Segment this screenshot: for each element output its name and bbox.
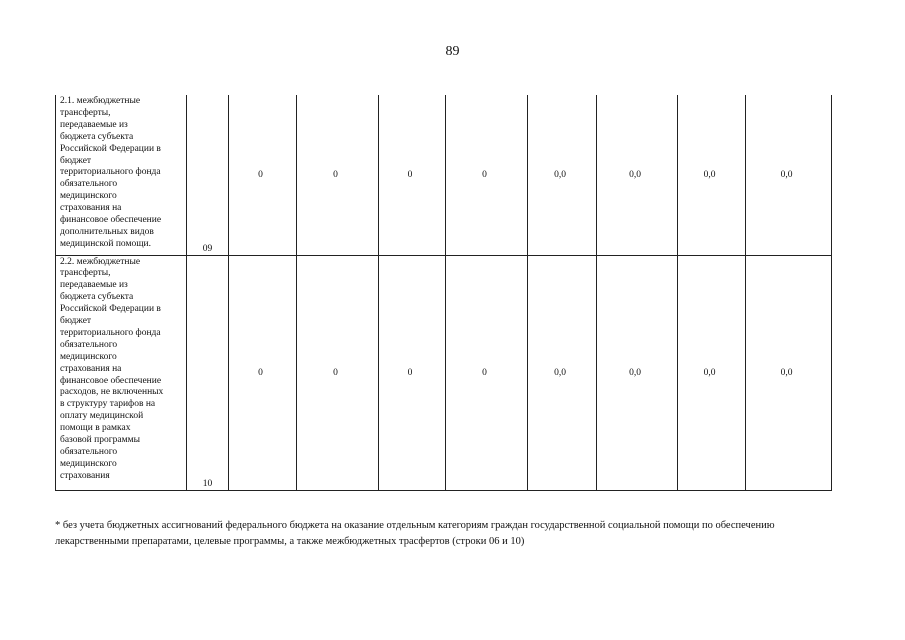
row-code: 09 bbox=[187, 95, 229, 255]
row-name: 2.1. межбюджетные трансферты, передаваемые из бюджета субъекта Российской Федерации в бюджет территориального фонда обязательного медицинского страхования на финансовое обеспечение дополнительных видов медицинской помощи. bbox=[56, 95, 187, 255]
value-cell: 0 bbox=[229, 95, 297, 255]
footnote: * без учета бюджетных ассигнований федерального бюджета на оказание отдельным категориям граждан государственной социальной помощи по обеспечению лекарственными препаратами, целевые программы, а также межбюджетных трасфертов (строки 06 и 10) bbox=[55, 520, 775, 547]
value-cell: 0,0 bbox=[597, 95, 678, 255]
value-cell: 0,0 bbox=[528, 95, 597, 255]
value-cell: 0 bbox=[446, 255, 528, 490]
value-cell: 0 bbox=[229, 255, 297, 490]
row-name: 2.2. межбюджетные трансферты, передаваемые из бюджета субъекта Российской Федерации в бюджет территориального фонда обязательного медицинского страхования на финансовое обеспечение расходов, не включенных в структуру тарифов на оплату медицинской помощи в рамках базовой программы обязательного медицинского страхования bbox=[56, 255, 187, 490]
value-cell: 0 bbox=[379, 255, 446, 490]
value-cell: 0,0 bbox=[678, 95, 746, 255]
table-row bbox=[56, 255, 832, 490]
value-cell: 0 bbox=[297, 95, 379, 255]
value-cell: 0,0 bbox=[746, 255, 832, 490]
value-cell: 0,0 bbox=[678, 255, 746, 490]
page-number: 89 bbox=[445, 44, 460, 59]
value-cell: 0 bbox=[446, 95, 528, 255]
value-cell: 0,0 bbox=[746, 95, 832, 255]
table-row bbox=[56, 95, 832, 255]
value-cell: 0,0 bbox=[528, 255, 597, 490]
value-cell: 0 bbox=[379, 95, 446, 255]
row-code: 10 bbox=[187, 255, 229, 490]
value-cell: 0,0 bbox=[597, 255, 678, 490]
value-cell: 0 bbox=[297, 255, 379, 490]
budget-table bbox=[55, 95, 832, 491]
